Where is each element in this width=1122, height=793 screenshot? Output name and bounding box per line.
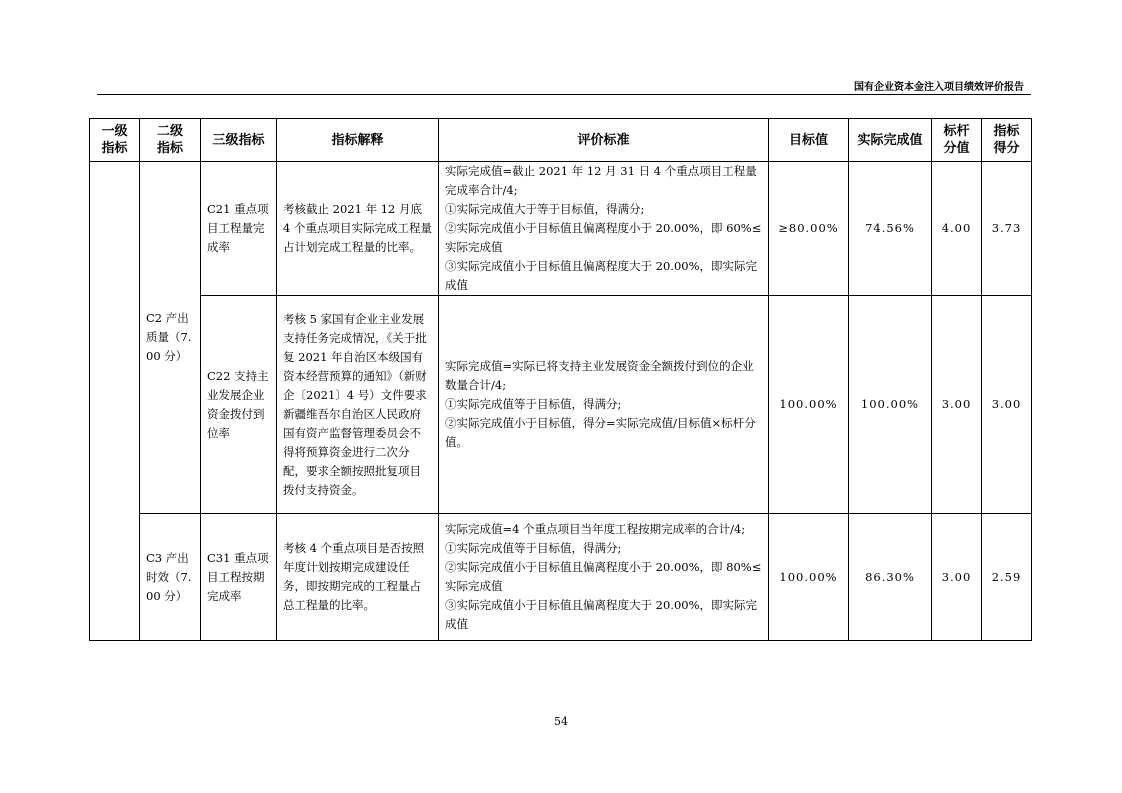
level3-cell: C21 重点项目工程量完成率 bbox=[201, 162, 277, 296]
report-title: 国有企业资本金注入项目绩效评价报告 bbox=[854, 82, 1024, 93]
level1-cell bbox=[90, 162, 140, 641]
level2-cell: C2 产出质量（7.00 分） bbox=[140, 162, 201, 514]
benchmark-score-cell: 3.00 bbox=[932, 296, 982, 514]
level2-cell: C3 产出时效（7.00 分） bbox=[140, 514, 201, 641]
page-number: 54 bbox=[554, 715, 568, 728]
score-cell: 3.73 bbox=[982, 162, 1032, 296]
score-cell: 3.00 bbox=[982, 296, 1032, 514]
criteria-line: ③实际完成值小于目标值且偏离程度大于 20.00%，即实际完成值 bbox=[445, 259, 758, 292]
column-header-explanation: 指标解释 bbox=[277, 119, 439, 162]
performance-indicator-table bbox=[89, 118, 1032, 641]
actual-value-cell: 100.00% bbox=[849, 296, 932, 514]
explanation-cell: 考核截止 2021 年 12 月底 4 个重点项目实际完成工程量占计划完成工程量的比率。 bbox=[277, 162, 439, 296]
column-header-level2: 二级 指标 bbox=[140, 119, 201, 162]
header-divider bbox=[97, 94, 1031, 95]
criteria-line: 实际完成值=实际已将支持主业发展资金全额拨付到位的企业数量合计/4; bbox=[445, 359, 754, 392]
column-header-score: 指标 得分 bbox=[982, 119, 1032, 162]
table-row bbox=[90, 162, 1032, 296]
column-header-level1: 一级 指标 bbox=[90, 119, 140, 162]
column-header-level3: 三级指标 bbox=[201, 119, 277, 162]
target-value-cell: 100.00% bbox=[769, 514, 849, 641]
criteria-line: ③实际完成值小于目标值且偏离程度大于 20.00%，即实际完成值 bbox=[445, 598, 758, 631]
actual-value-cell: 74.56% bbox=[849, 162, 932, 296]
benchmark-score-cell: 3.00 bbox=[932, 514, 982, 641]
criteria-line: 实际完成值=截止 2021 年 12 月 31 日 4 个重点项目工程量完成率合计/4; bbox=[445, 164, 757, 197]
criteria-line: ②实际完成值小于目标值且偏离程度小于 20.00%，即 80%≤实际完成值 bbox=[445, 560, 762, 593]
criteria-cell bbox=[439, 162, 769, 296]
table-header-row bbox=[90, 119, 1032, 162]
criteria-line: ①实际完成值等于目标值，得满分; bbox=[445, 397, 622, 411]
level3-cell: C22 支持主业发展企业资金拨付到位率 bbox=[201, 296, 277, 514]
explanation-cell: 考核 4 个重点项目是否按照年度计划按期完成建设任务，即按期完成的工程量占总工程量的比率。 bbox=[277, 514, 439, 641]
criteria-line: 实际完成值=4 个重点项目当年度工程按期完成率的合计/4; bbox=[445, 522, 746, 536]
target-value-cell: 100.00% bbox=[769, 296, 849, 514]
actual-value-cell: 86.30% bbox=[849, 514, 932, 641]
benchmark-score-cell: 4.00 bbox=[932, 162, 982, 296]
criteria-cell bbox=[439, 296, 769, 514]
explanation-cell: 考核 5 家国有企业主业发展支持任务完成情况，《关于批复 2021 年自治区本级国有资本经营预算的通知》（新财企〔2021〕4 号）文件要求新疆维吾尔自治区人民政府国有资产监督管理委员会不得将预算资金进行二次分配，要求全额按照批复项目拨付支持资金。 bbox=[277, 296, 439, 514]
target-value-cell: ≥80.00% bbox=[769, 162, 849, 296]
column-header-benchmark: 标杆 分值 bbox=[932, 119, 982, 162]
criteria-line: ②实际完成值小于目标值且偏离程度小于 20.00%，即 60%≤实际完成值 bbox=[445, 221, 762, 254]
criteria-cell bbox=[439, 514, 769, 641]
column-header-target: 目标值 bbox=[769, 119, 849, 162]
criteria-line: ①实际完成值大于等于目标值，得满分; bbox=[445, 202, 645, 216]
table-row bbox=[90, 514, 1032, 641]
level3-cell: C31 重点项目工程按期完成率 bbox=[201, 514, 277, 641]
column-header-actual: 实际完成值 bbox=[849, 119, 932, 162]
table-row bbox=[90, 296, 1032, 514]
column-header-criteria: 评价标准 bbox=[439, 119, 769, 162]
criteria-line: ①实际完成值等于目标值，得满分; bbox=[445, 541, 622, 555]
criteria-line: ②实际完成值小于目标值，得分=实际完成值/目标值×标杆分值。 bbox=[445, 416, 756, 449]
score-cell: 2.59 bbox=[982, 514, 1032, 641]
